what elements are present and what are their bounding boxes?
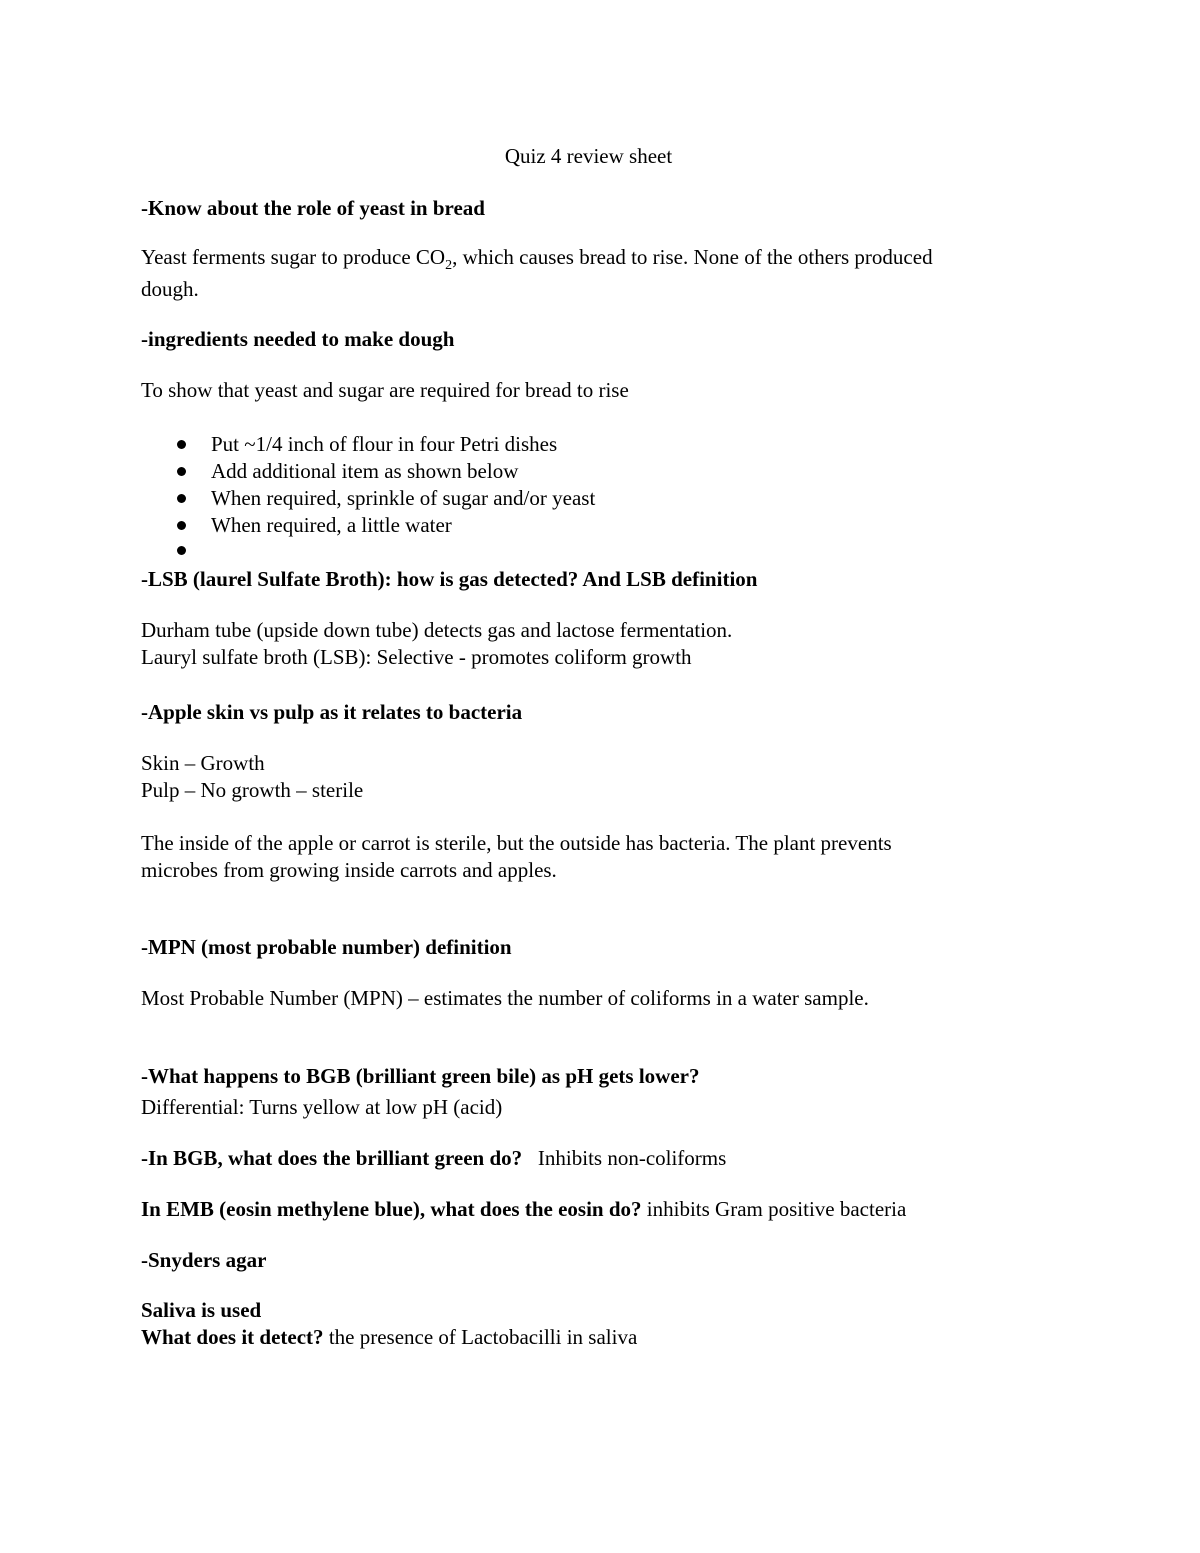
question-text: -In BGB, what does the brilliant green do? — [141, 1146, 523, 1170]
heading-apple-skin-pulp: -Apple skin vs pulp as it relates to bacteria — [141, 700, 523, 724]
subscript: 2 — [445, 258, 453, 274]
snyders-saliva-line: Saliva is used — [141, 1298, 262, 1322]
question-text: In EMB (eosin methylene blue), what does the eosin do? — [141, 1197, 642, 1221]
bgb-brilliant-green-qa — [141, 1145, 726, 1172]
bullet-icon — [177, 494, 186, 503]
list-item-text: When required, sprinkle of sugar and/or yeast — [211, 486, 596, 510]
page-title: Quiz 4 review sheet — [504, 144, 673, 168]
bullet-icon — [177, 467, 186, 476]
heading-snyders-agar: -Snyders agar — [141, 1248, 267, 1272]
list-item-text: When required, a little water — [211, 513, 452, 537]
apple-skin-line: Skin – Growth — [141, 751, 265, 775]
apple-pulp-line: Pulp – No growth – sterile — [141, 778, 364, 802]
heading-mpn: -MPN (most probable number) definition — [141, 935, 512, 959]
apple-paragraph-line-1: The inside of the apple or carrot is sterile, but the outside has bacteria. The plant prevents — [141, 831, 892, 855]
text-span: Yeast ferments sugar to produce CO — [141, 245, 446, 269]
yeast-paragraph-line-1 — [141, 244, 933, 274]
lsb-line-2: Lauryl sulfate broth (LSB): Selective - promotes coliform growth — [141, 645, 692, 669]
heading-lsb: -LSB (laurel Sulfate Broth): how is gas detected? And LSB definition — [141, 567, 758, 591]
list-item-text: Put ~1/4 inch of flour in four Petri dishes — [211, 432, 558, 456]
apple-paragraph-line-2: microbes from growing inside carrots and apples. — [141, 858, 557, 882]
heading-dough-ingredients: -ingredients needed to make dough — [141, 327, 455, 351]
yeast-paragraph-line-2: dough. — [141, 277, 199, 301]
answer-text: Inhibits non-coliforms — [537, 1146, 727, 1170]
bullet-icon — [177, 521, 186, 530]
dough-intro: To show that yeast and sugar are required for bread to rise — [141, 378, 629, 402]
answer-text: inhibits Gram positive bacteria — [646, 1197, 907, 1221]
snyders-detect-qa — [141, 1324, 637, 1351]
list-item-text: Add additional item as shown below — [211, 459, 519, 483]
heading-bgb-ph: -What happens to BGB (brilliant green bile) as pH gets lower? — [141, 1064, 700, 1088]
emb-eosin-qa — [141, 1196, 906, 1223]
bullet-icon — [177, 546, 186, 555]
heading-yeast-role: -Know about the role of yeast in bread — [141, 196, 485, 220]
text-span: , which causes bread to rise. None of the others produced — [452, 245, 933, 269]
mpn-definition: Most Probable Number (MPN) – estimates the number of coliforms in a water sample. — [141, 986, 869, 1010]
bgb-ph-answer: Differential: Turns yellow at low pH (acid) — [141, 1095, 503, 1119]
bullet-icon — [177, 440, 186, 449]
lsb-line-1: Durham tube (upside down tube) detects gas and lactose fermentation. — [141, 618, 733, 642]
answer-text: the presence of Lactobacilli in saliva — [328, 1325, 638, 1349]
question-text: What does it detect? — [141, 1325, 324, 1349]
